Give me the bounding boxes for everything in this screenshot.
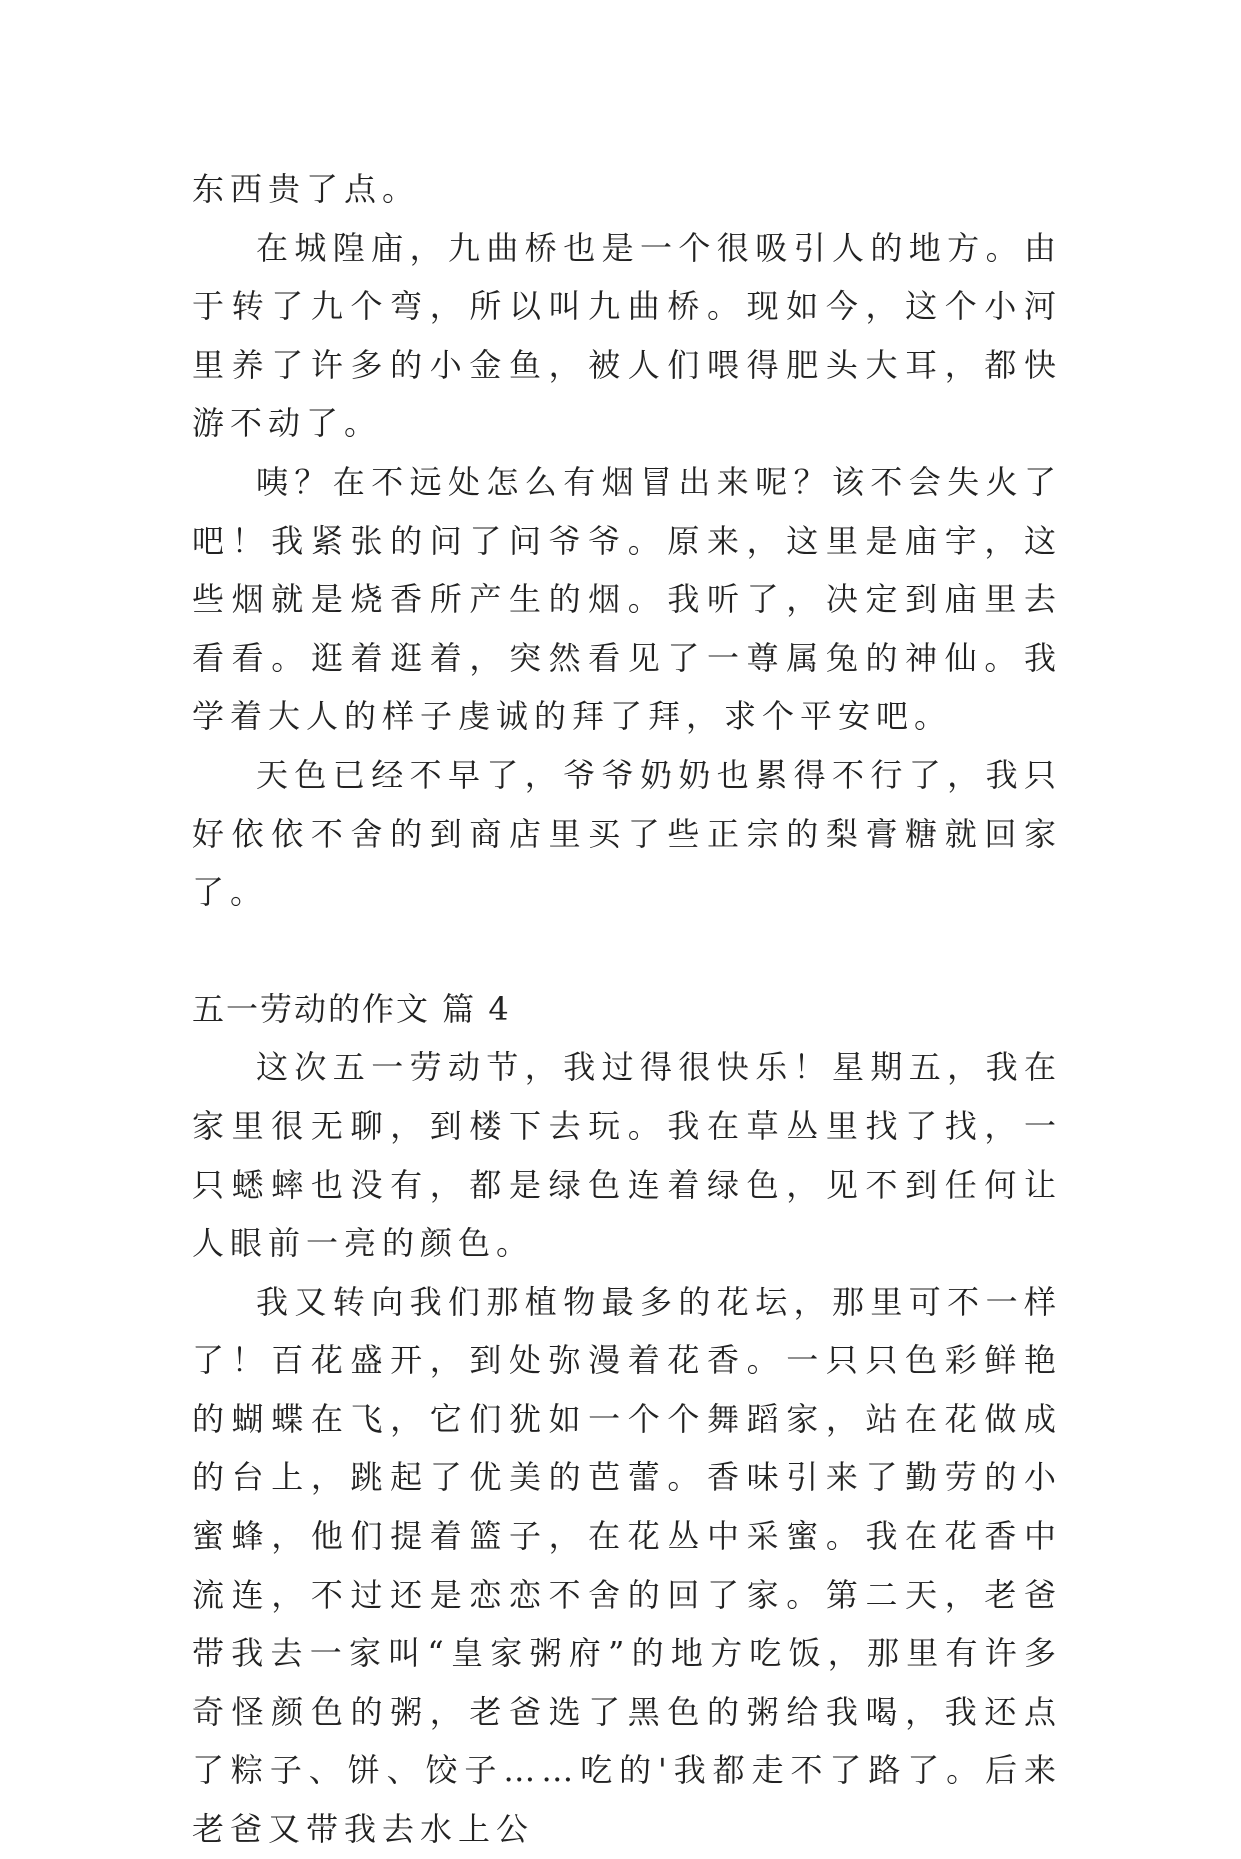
section-spacer (192, 922, 1062, 980)
paragraph: 在城隍庙，九曲桥也是一个很吸引人的地方。由于转了九个弯，所以叫九曲桥。现如今，这个小河里养了许多的小金鱼，被人们喂得肥头大耳，都快游不动了。 (192, 228, 1062, 443)
document-body (192, 160, 1062, 1859)
section-heading: 五一劳动的作文 篇 4 (192, 989, 511, 1028)
paragraph: 东西贵了点。 (192, 170, 421, 208)
paragraph: 我又转向我们那植物最多的花坛，那里可不一样了！百花盛开，到处弥漫着花香。一只只色彩鲜艳的蝴蝶在飞，它们犹如一个个舞蹈家，站在花做成的台上，跳起了优美的芭蕾。香味引来了勤劳的小蜜蜂，他们提着篮子，在花丛中采蜜。我在花香中流连，不过还是恋恋不舍的回了家。第二天，老爸带我去一家叫“皇家粥府”的地方吃饭，那里有许多奇怪颜色的粥，老爸选了黑色的粥给我喝，我还点了粽子、饼、饺子……吃的'我都走不了路了。后来老爸又带我去水上公 (192, 1282, 1062, 1849)
paragraph: 咦？在不远处怎么有烟冒出来呢？该不会失火了吧！我紧张的问了问爷爷。原来，这里是庙宇，这些烟就是烧香所产生的烟。我听了，决定到庙里去看看。逛着逛着，突然看见了一尊属兔的神仙。我学着大人的样子虔诚的拜了拜，求个平安吧。 (192, 462, 1062, 736)
paragraph: 这次五一劳动节，我过得很快乐！星期五，我在家里很无聊，到楼下去玩。我在草丛里找了找，一只蟋蟀也没有，都是绿色连着绿色，见不到任何让人眼前一亮的颜色。 (192, 1048, 1062, 1263)
paragraph: 天色已经不早了，爷爷奶奶也累得不行了，我只好依依不舍的到商店里买了些正宗的梨膏糖就回家了。 (192, 755, 1062, 912)
